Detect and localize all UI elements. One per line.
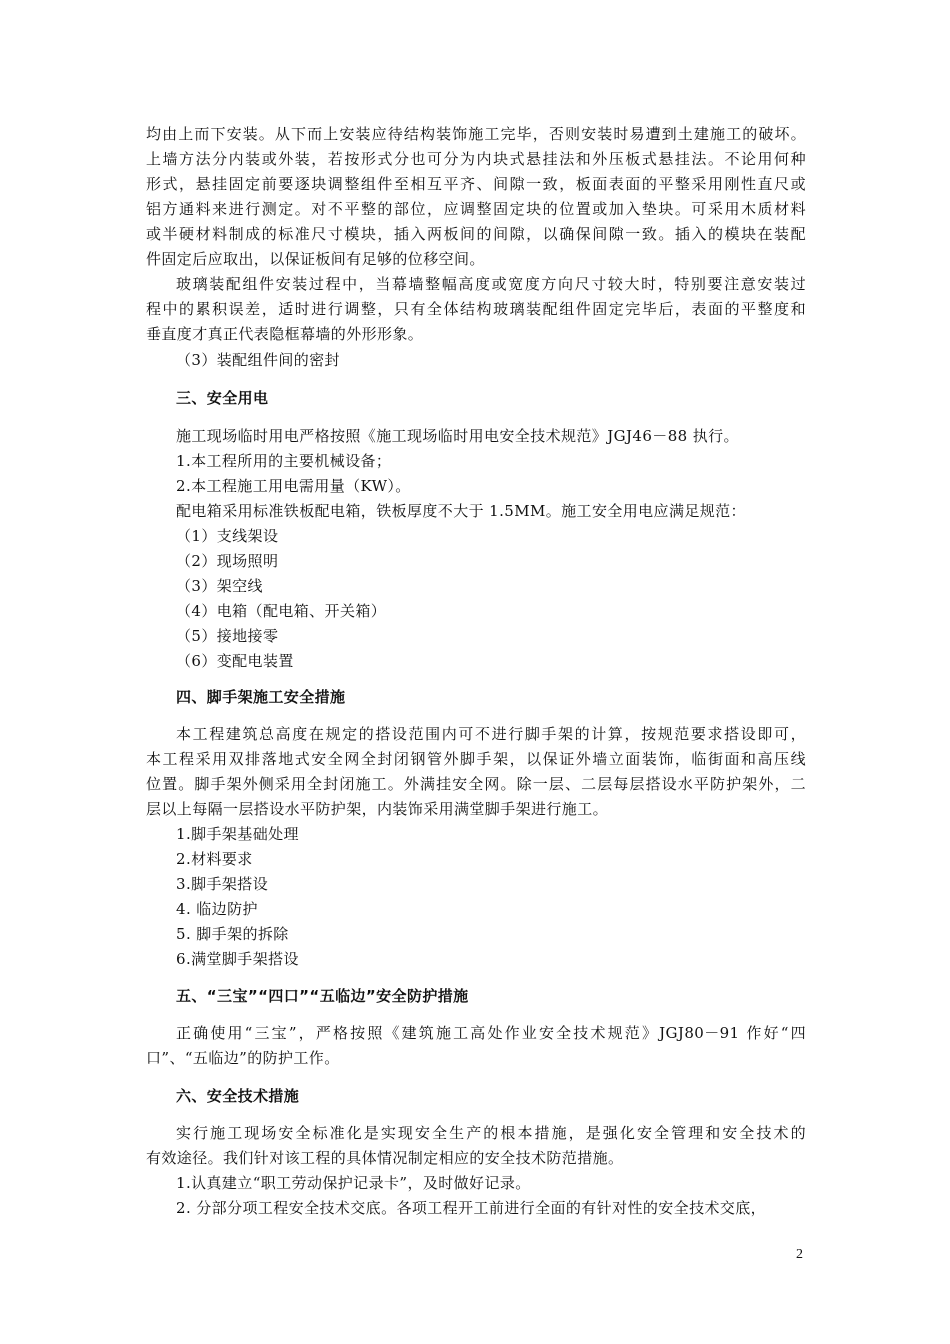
- list-item: 3.脚手架搭设: [176, 875, 269, 893]
- section-heading: 三、安全用电: [176, 389, 269, 407]
- text-line: 正确使用“三宝”，严格按照《建筑施工高处作业安全技术规范》JGJ80－91 作好“四: [176, 1024, 806, 1042]
- text-line: 实行施工现场安全标准化是实现安全生产的根本措施，是强化安全管理和安全技术的: [176, 1124, 806, 1142]
- list-item: 4. 临边防护: [176, 900, 258, 918]
- text-line: 本工程建筑总高度在规定的搭设范围内可不进行脚手架的计算，按规范要求搭设即可，: [176, 725, 806, 743]
- text-line: 配电箱采用标准铁板配电箱，铁板厚度不大于 1.5MM。施工安全用电应满足规范：: [176, 502, 746, 520]
- text-line: 层以上每隔一层搭设水平防护架，内装饰采用满堂脚手架进行施工。: [146, 800, 609, 818]
- text-line: 程中的累积误差，适时进行调整，只有全体结构玻璃装配组件固定完毕后，表面的平整度和: [146, 300, 806, 318]
- text-line: 口”、“五临边”的防护工作。: [146, 1049, 340, 1067]
- list-item: 2.本工程施工用电需用量（KW）。: [176, 477, 411, 495]
- text-line: 均由上而下安装。从下而上安装应待结构装饰施工完毕，否则安装时易遭到土建施工的破坏。: [146, 125, 806, 143]
- text-line: 上墙方法分内装或外装，若按形式分也可分为内块式悬挂法和外压板式悬挂法。不论用何种: [146, 150, 806, 168]
- text-line: 或半硬材料制成的标准尺寸模块，插入两板间的间隙，以确保间隙一致。插入的模块在装配: [146, 225, 806, 243]
- list-item: （2）现场照明: [176, 552, 279, 570]
- list-item: 1.认真建立“职工劳动保护记录卡”，及时做好记录。: [176, 1174, 531, 1192]
- list-item: （6）变配电装置: [176, 652, 294, 670]
- page-number: 2: [796, 1247, 803, 1262]
- text-line: 垂直度才真正代表隐框幕墙的外形形象。: [146, 325, 424, 343]
- list-item: （4）电箱（配电箱、开关箱）: [176, 602, 387, 620]
- list-item: 2. 分部分项工程安全技术交底。各项工程开工前进行全面的有针对性的安全技术交底，: [176, 1199, 767, 1217]
- text-line: 玻璃装配组件安装过程中，当幕墙整幅高度或宽度方向尺寸较大时，特别要注意安装过: [176, 275, 806, 293]
- section-heading: 四、脚手架施工安全措施: [176, 688, 346, 706]
- text-line: 铝方通料来进行测定。对不平整的部位，应调整固定块的位置或加入垫块。可采用木质材料: [146, 200, 806, 218]
- list-item: （3）架空线: [176, 577, 263, 595]
- text-line: 本工程采用双排落地式安全网全封闭钢管外脚手架，以保证外墙立面装饰，临街面和高压线: [146, 750, 806, 768]
- text-line: 件固定后应取出，以保证板间有足够的位移空间。: [146, 250, 485, 268]
- list-item: 2.材料要求: [176, 850, 253, 868]
- list-item: （5）接地接零: [176, 627, 279, 645]
- text-line: 形式，悬挂固定前要逐块调整组件至相互平齐、间隙一致，板面表面的平整采用刚性直尺或: [146, 175, 806, 193]
- text-line: （3）装配组件间的密封: [176, 351, 340, 369]
- section-heading: 五、“三宝”“四口”“五临边”安全防护措施: [176, 987, 469, 1005]
- list-item: 5. 脚手架的拆除: [176, 925, 289, 943]
- text-line: 有效途径。我们针对该工程的具体情况制定相应的安全技术防范措施。: [146, 1149, 624, 1167]
- list-item: 1.本工程所用的主要机械设备；: [176, 452, 392, 470]
- list-item: 1.脚手架基础处理: [176, 825, 299, 843]
- list-item: 6.满堂脚手架搭设: [176, 950, 299, 968]
- section-heading: 六、安全技术措施: [176, 1087, 300, 1105]
- list-item: （1）支线架设: [176, 527, 279, 545]
- text-line: 施工现场临时用电严格按照《施工现场临时用电安全技术规范》JGJ46－88 执行。: [176, 427, 739, 445]
- text-line: 位置。脚手架外侧采用全封闭施工。外满挂安全网。除一层、二层每层搭设水平防护架外，二: [146, 775, 806, 793]
